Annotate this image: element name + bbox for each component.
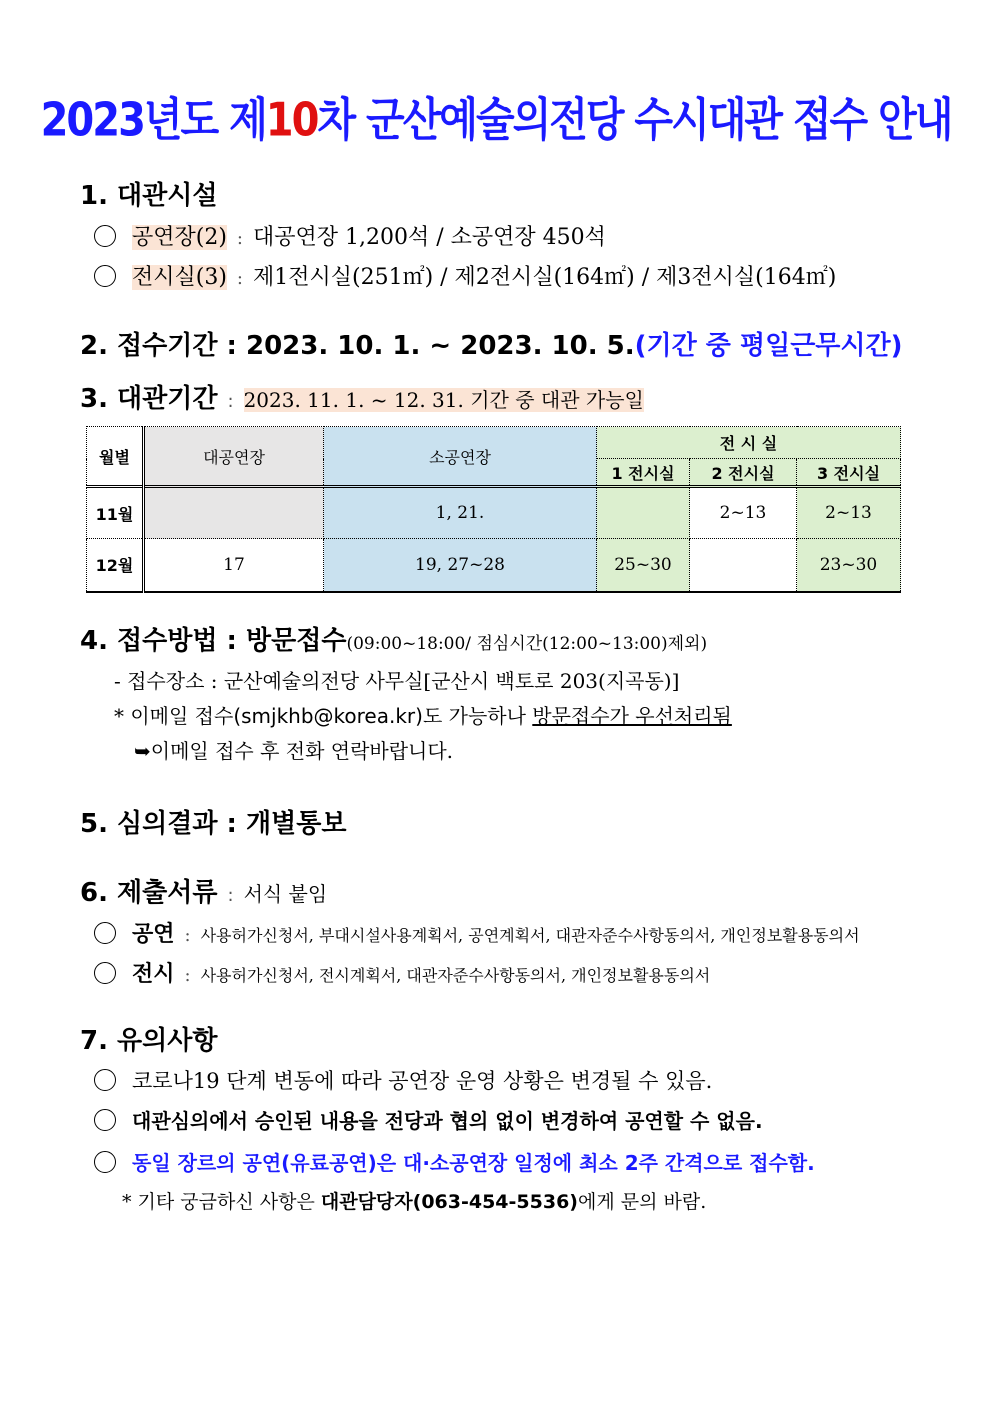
table-row — [87, 539, 901, 592]
header-exhibit: 전 시 실 — [597, 427, 901, 459]
period-note: (기간 중 평일근무시간) — [634, 331, 903, 361]
priority-note: 방문접수가 우선처리됨 — [532, 704, 732, 728]
header-month: 월별 — [87, 427, 144, 487]
circle-bullet-icon — [94, 1069, 116, 1091]
contact-note: * 기타 궁금하신 사항은 대관담당자(063-454-5536)에게 문의 바람. — [122, 1191, 707, 1213]
header-small-hall: 소공연장 — [324, 427, 597, 487]
facility-item-performance: 공연장(2) : 대공연장 1,200석 / 소공연장 450석 — [94, 220, 606, 251]
facility-name: 전시실(3) — [132, 265, 227, 290]
facility-detail: 대공연장 1,200석 / 소공연장 450석 — [253, 225, 606, 250]
row-month: 12월 — [87, 539, 144, 592]
cell-exhibit-3: 2~13 — [797, 487, 901, 539]
section-4-heading: 4. 접수방법 : 방문접수(09:00~18:00/ 점심시간(12:00~13:00)제외) — [80, 626, 708, 656]
arrow-icon: ➥ — [134, 739, 151, 763]
cell-exhibit-2 — [690, 539, 797, 592]
title-number: 10 — [265, 94, 318, 147]
cell-exhibit-1 — [597, 487, 690, 539]
circle-bullet-icon — [94, 1109, 116, 1131]
section-2-heading: 2. 접수기간 : 2023. 10. 1. ~ 2023. 10. 5.(기간 중 평일근무시간) — [80, 331, 903, 361]
circle-bullet-icon — [94, 225, 116, 247]
circle-bullet-icon — [94, 265, 116, 287]
reception-hours: (09:00~18:00/ 점심시간(12:00~13:00)제외) — [346, 634, 708, 654]
circle-bullet-icon — [94, 922, 116, 944]
header-exhibit-3: 3 전시실 — [797, 459, 901, 487]
document-item-exhibit: 전시 : 사용허가신청서, 전시계획서, 대관자준수사항동의서, 개인정보활용동의서 — [94, 957, 710, 988]
notice-item-highlight: 동일 장르의 공연(유료공연)은 대·소공연장 일정에 최소 2주 간격으로 접수함. — [94, 1147, 815, 1176]
section-5-heading: 5. 심의결과 : 개별통보 — [80, 809, 347, 839]
section-3-heading: 3. 대관기간 : 2023. 11. 1. ~ 12. 31. 기간 중 대관 가능일 — [80, 384, 644, 414]
cell-small: 19, 27~28 — [324, 539, 597, 592]
section-6-heading: 6. 제출서류 : 서식 붙임 — [80, 878, 328, 908]
email-address: (smjkhb@korea.kr) — [233, 704, 423, 728]
form-attached: 서식 붙임 — [243, 882, 328, 906]
notice-item: 코로나19 단계 변동에 따라 공연장 운영 상황은 변경될 수 있음. — [94, 1065, 712, 1095]
header-large-hall: 대공연장 — [144, 427, 324, 487]
email-reception: * 이메일 접수(smjkhb@korea.kr)도 가능하나 방문접수가 우선처리됨 — [114, 704, 732, 728]
facility-name: 공연장(2) — [132, 225, 227, 250]
section-7-heading: 7. 유의사항 — [80, 1026, 218, 1056]
header-exhibit-1: 1 전시실 — [597, 459, 690, 487]
facility-item-exhibit: 전시실(3) : 제1전시실(251㎡) / 제2전시실(164㎡) / 제3전시실(164㎡) — [94, 260, 836, 291]
reception-place: - 접수장소 : 군산예술의전당 사무실[군산시 백토로 203(지곡동)] — [114, 669, 680, 693]
document-item-performance: 공연 : 사용허가신청서, 부대시설사용계획서, 공연계획서, 대관자준수사항동의서, 개인정보활용동의서 — [94, 917, 860, 948]
cell-small: 1, 21. — [324, 487, 597, 539]
document-list: 사용허가신청서, 부대시설사용계획서, 공연계획서, 대관자준수사항동의서, 개인정보활용동의서 — [200, 926, 860, 945]
document-category: 전시 — [132, 962, 175, 987]
row-month: 11월 — [87, 487, 144, 539]
table-row — [87, 487, 901, 539]
contact-person: 대관담당자(063-454-5536) — [320, 1191, 578, 1213]
section-1-heading: 1. 대관시설 — [80, 181, 218, 211]
header-exhibit-2: 2 전시실 — [690, 459, 797, 487]
document-list: 사용허가신청서, 전시계획서, 대관자준수사항동의서, 개인정보활용동의서 — [200, 966, 711, 985]
cell-large: 17 — [144, 539, 324, 592]
rental-period: 2023. 11. 1. ~ 12. 31. 기간 중 대관 가능일 — [243, 388, 644, 412]
page-title: 2023년도 제10차 군산예술의전당 수시대관 접수 안내 — [40, 94, 952, 147]
circle-bullet-icon — [94, 962, 116, 984]
cell-exhibit-3: 23~30 — [797, 539, 901, 592]
cell-exhibit-1: 25~30 — [597, 539, 690, 592]
facility-detail: 제1전시실(251㎡) / 제2전시실(164㎡) / 제3전시실(164㎡) — [253, 265, 837, 290]
cell-exhibit-2: 2~13 — [690, 487, 797, 539]
schedule-table — [86, 426, 901, 593]
notice-item: 대관심의에서 승인된 내용을 전당과 협의 없이 변경하여 공연할 수 없음. — [94, 1105, 763, 1134]
document-category: 공연 — [132, 922, 175, 947]
email-followup: ➥이메일 접수 후 전화 연락바랍니다. — [134, 739, 454, 763]
circle-bullet-icon — [94, 1151, 116, 1173]
cell-large — [144, 487, 324, 539]
